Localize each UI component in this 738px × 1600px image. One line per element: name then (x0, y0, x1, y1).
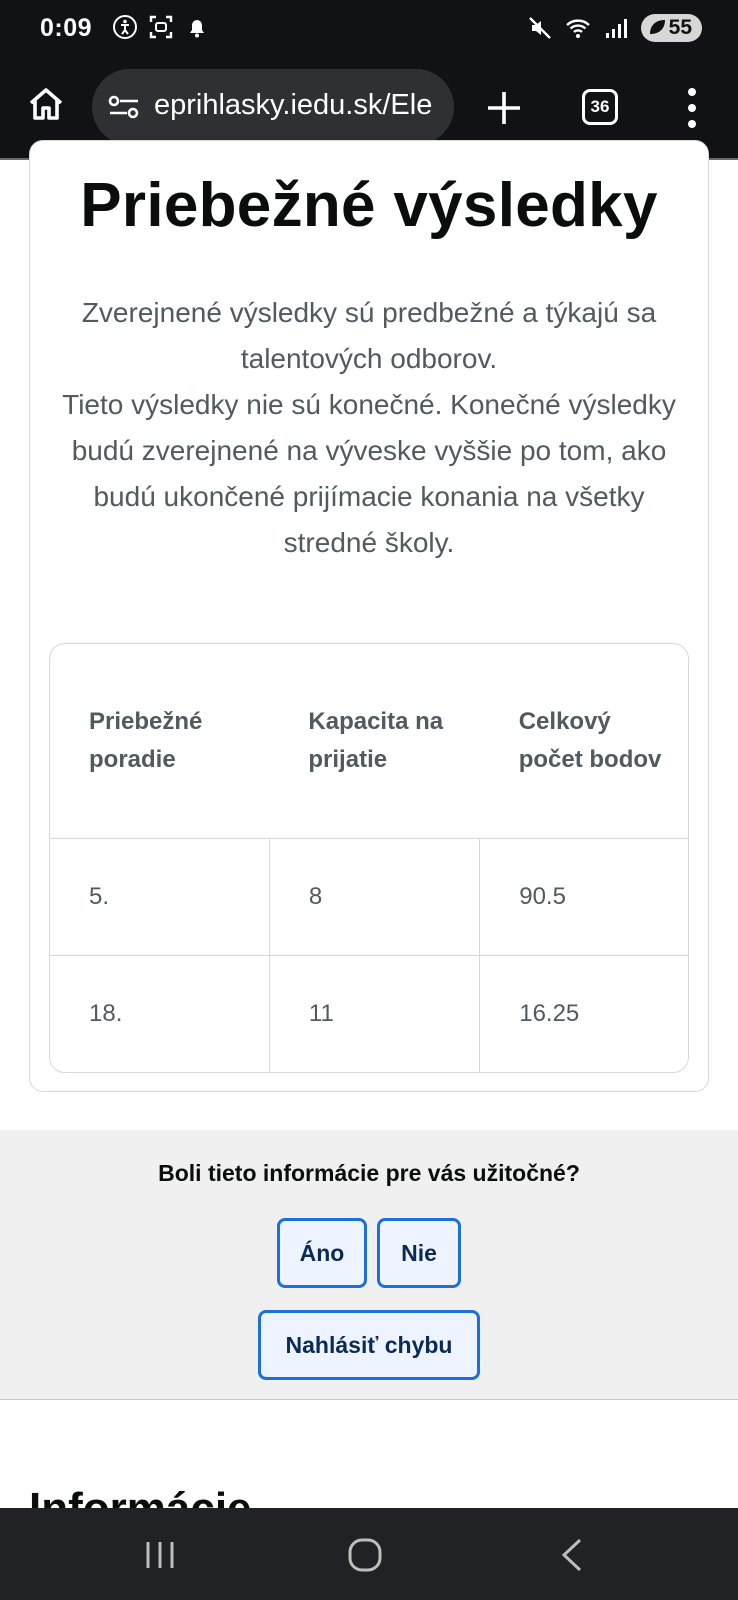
tab-switcher-button[interactable] (582, 89, 618, 125)
status-time: 0:09 (40, 14, 93, 42)
cell-rank: 18. (89, 999, 123, 1027)
notice-line-2: Tieto výsledky nie sú konečné. Konečné výsledky budú zverejnené na výveske vyššie po tom, ako budú ukončené prijímacie konania na všetky stredné školy. (62, 389, 676, 558)
system-nav-bar (0, 1508, 738, 1600)
cell-total-points: 90.5 (480, 838, 688, 955)
header-capacity: Kapacita na prijatie (269, 644, 479, 838)
new-tab-icon[interactable] (484, 88, 524, 128)
page-title: Priebežné výsledky (80, 171, 658, 240)
feedback-section (0, 1130, 738, 1400)
mute-icon (527, 15, 553, 41)
header-total-points: Celkový počet bodov (480, 644, 688, 838)
battery-saver-leaf-icon (647, 17, 667, 37)
url-text[interactable]: eprihlasky.iedu.sk/Ele (154, 89, 433, 121)
feedback-no-button[interactable]: Nie (377, 1218, 461, 1288)
cell-capacity: 11 (269, 955, 479, 1072)
table-header-row (50, 644, 688, 838)
results-table (49, 643, 689, 1073)
wifi-icon (565, 15, 591, 41)
cell-capacity: 8 (269, 838, 479, 955)
results-notice (50, 290, 688, 566)
more-menu-icon[interactable] (682, 86, 702, 130)
table-row (50, 955, 688, 1072)
home-icon[interactable] (26, 84, 66, 124)
report-error-button[interactable]: Nahlásiť chybu (258, 1310, 480, 1380)
signal-icon (603, 15, 629, 41)
notice-line-1: Zverejnené výsledky sú predbežné a týkajú sa talentových odborov. (81, 297, 657, 374)
table-row (50, 838, 688, 955)
back-icon[interactable] (560, 1538, 584, 1572)
screenshot-icon (148, 14, 174, 40)
feedback-yes-button[interactable]: Áno (277, 1218, 367, 1288)
cell-rank: 5. (50, 838, 269, 955)
header-rank: Priebežné poradie (50, 644, 269, 838)
accessibility-icon (112, 14, 138, 40)
cell-total-points: 16.25 (480, 955, 688, 1072)
feedback-question: Boli tieto informácie pre vás užitočné? (158, 1160, 580, 1186)
battery-indicator (641, 14, 702, 42)
site-settings-icon[interactable] (108, 93, 140, 121)
nav-home-icon[interactable] (348, 1538, 382, 1572)
bell-icon (184, 14, 210, 40)
status-bar (0, 0, 738, 60)
recents-icon[interactable] (143, 1540, 177, 1570)
tab-count: 36 (590, 97, 610, 116)
battery-level: 55 (668, 16, 692, 39)
address-bar[interactable] (92, 69, 454, 145)
